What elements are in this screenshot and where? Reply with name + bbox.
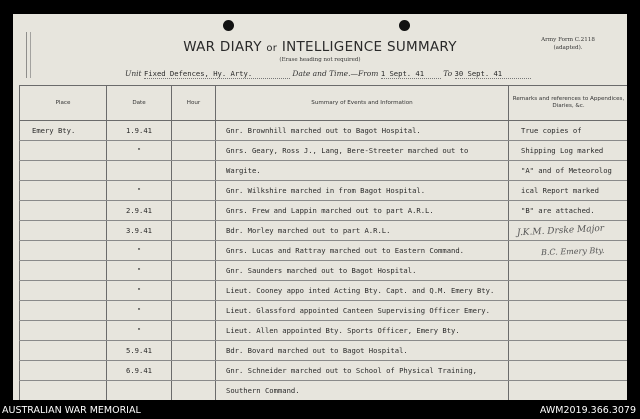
cell-summary: Gnr. Schneider marched out to School of Physical Training, [216,361,509,381]
table-row [20,201,628,221]
signature-battery: B.C. Emery Bty. [540,245,605,258]
diary-page [13,14,627,400]
cell-remarks: Shipping Log marked [509,141,628,161]
table-row [20,341,628,361]
diary-table [19,85,627,400]
cell-place: Emery Bty. [20,121,107,141]
cell-summary: Gnrs. Lucas and Rattray marched out to Eastern Command. [216,241,509,261]
cell-summary: Gnrs. Frew and Lappin marched out to part A.R.L. [216,201,509,221]
table-row [20,261,628,281]
cell-date: " [107,141,172,161]
cell-summary: Gnr. Saunders marched out to Bagot Hospital. [216,261,509,281]
from-value: 1 Sept. 41 [381,69,441,79]
cell-hour [172,241,216,261]
cell-remarks [509,381,628,401]
cell-hour [172,361,216,381]
unit-line [125,69,531,79]
cell-place [20,181,107,201]
cell-date: " [107,301,172,321]
cell-date: " [107,281,172,301]
cell-remarks [509,321,628,341]
cell-hour [172,381,216,401]
cell-hour [172,181,216,201]
cell-place [20,321,107,341]
column-header-remarks: Remarks and references to Appendices, Diaries, &c. [509,86,628,121]
column-header-date: Date [107,86,172,121]
cell-date [107,381,172,401]
cell-hour [172,321,216,341]
cell-summary: Lieut. Cooney appo inted Acting Bty. Capt. and Q.M. Emery Bty. [216,281,509,301]
cell-summary: Wargite. [216,161,509,181]
table-row [20,221,628,241]
cell-hour [172,261,216,281]
cell-remarks [509,301,628,321]
army-form-number: Army Form C.2118 [541,37,595,43]
cell-place [20,361,107,381]
cell-date: 2.9.41 [107,201,172,221]
cell-date: " [107,261,172,281]
cell-summary: Gnrs. Geary, Ross J., Lang, Bere-Streeter marched out to [216,141,509,161]
date-label: Date and Time.—From [292,69,379,78]
cell-hour [172,281,216,301]
army-form-note: (adapted). [553,45,583,51]
footer-accession-number: AWM2019.366.3079 [539,405,636,416]
cell-summary: Southern Command. [216,381,509,401]
cell-date: " [107,241,172,261]
cell-place [20,201,107,221]
column-header-place: Place [20,86,107,121]
cell-remarks [509,361,628,381]
table-row [20,241,628,261]
cell-date: " [107,321,172,341]
table-row [20,161,628,181]
cell-remarks [509,341,628,361]
cell-place [20,241,107,261]
cell-hour [172,161,216,181]
title-or: or [266,43,278,54]
cell-place [20,381,107,401]
cell-date: 6.9.41 [107,361,172,381]
cell-remarks: True copies of [509,121,628,141]
cell-hour [172,221,216,241]
cell-remarks: "A" and of Meteorolog [509,161,628,181]
cell-summary: Bdr. Bovard marched out to Bagot Hospital. [216,341,509,361]
title-war-diary: WAR DIARY [183,39,262,55]
table-row [20,281,628,301]
cell-place [20,301,107,321]
cell-remarks [509,261,628,281]
cell-summary: Gnr. Brownhill marched out to Bagot Hospital. [216,121,509,141]
table-row [20,301,628,321]
table-row [20,321,628,341]
column-header-hour: Hour [172,86,216,121]
unit-label: Unit [125,69,142,78]
cell-hour [172,341,216,361]
cell-remarks: ical Report marked [509,181,628,201]
title-intelligence-summary: INTELLIGENCE SUMMARY [281,39,457,55]
table-row [20,141,628,161]
cell-place [20,261,107,281]
punch-hole [223,20,234,31]
footer-institution: AUSTRALIAN WAR MEMORIAL [2,405,141,416]
table-row [20,121,628,141]
cell-remarks: "B" are attached. [509,201,628,221]
cell-place [20,281,107,301]
cell-hour [172,201,216,221]
cell-hour [172,141,216,161]
cell-date: 3.9.41 [107,221,172,241]
signature-officer: J.K.M. Drske Major [516,223,605,239]
cell-date: 1.9.41 [107,121,172,141]
army-form-label [523,36,613,52]
cell-summary: Lieut. Allen appointed Bty. Sports Officer, Emery Bty. [216,321,509,341]
cell-place [20,161,107,181]
to-label: To [443,69,453,78]
cell-hour [172,121,216,141]
table-row [20,181,628,201]
cell-place [20,221,107,241]
cell-summary: Gnr. Wilkshire marched in from Bagot Hospital. [216,181,509,201]
cell-hour [172,301,216,321]
cell-summary: Lieut. Glassford appointed Canteen Supervising Officer Emery. [216,301,509,321]
cell-summary: Bdr. Morley marched out to part A.R.L. [216,221,509,241]
table-row [20,381,628,401]
cell-remarks [509,221,628,258]
cell-place [20,141,107,161]
cell-date: 5.9.41 [107,341,172,361]
to-value: 30 Sept. 41 [455,69,531,79]
unit-value: Fixed Defences, Hy. Arty. [144,69,290,79]
cell-remarks [509,281,628,301]
punch-hole [399,20,410,31]
cell-place [20,341,107,361]
column-header-summary: Summary of Events and Information [216,86,509,121]
cell-date: " [107,181,172,201]
page-subtitle: (Erase heading not required) [279,57,361,63]
cell-date [107,161,172,181]
table-row [20,361,628,381]
table-header-row [20,86,628,121]
